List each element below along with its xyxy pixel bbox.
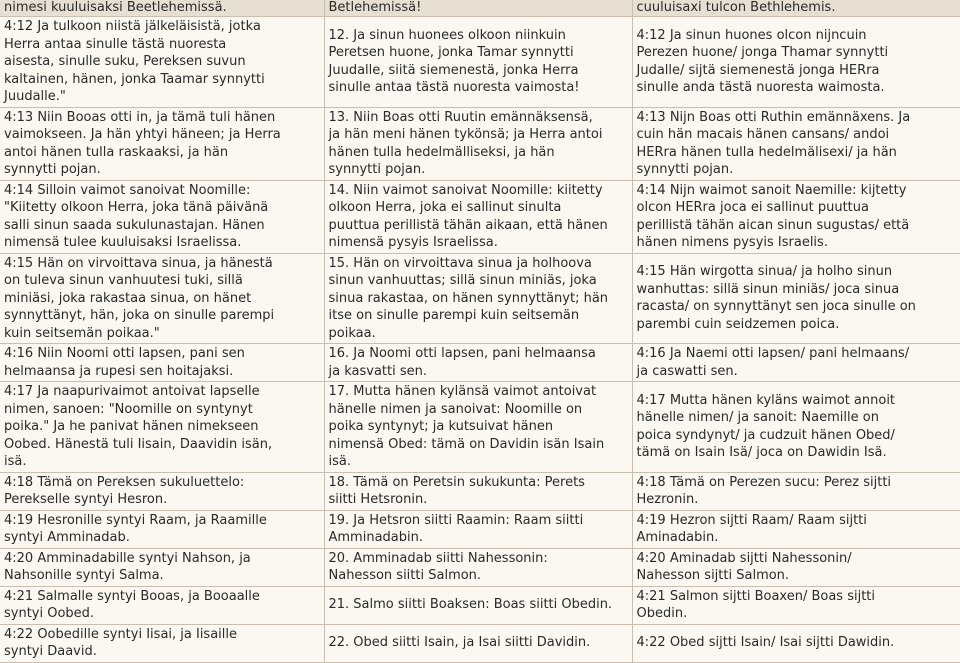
table-row-continuation xyxy=(0,0,960,17)
cell-1642: 4:16 Ja Naemi otti lapsen/ pani helmaans/ ja caswatti sen. xyxy=(632,344,960,382)
cell-1776: Betlehemissä! xyxy=(324,0,632,17)
cell-1933: 4:19 Hesronille syntyi Raam, ja Raamille syntyi Amminadab. xyxy=(0,510,324,548)
verse-row-13 xyxy=(0,107,960,180)
cell-1933: 4:17 Ja naapurivaimot antoivat lapselle nimen, sanoen: "Noomille on syntynyt poika." Ja he panivat hänen nimekseen Oobed. Hänestä tuli Iisain, Daavidin isän, isä. xyxy=(0,382,324,473)
verse-row-12 xyxy=(0,17,960,108)
verse-row-20 xyxy=(0,548,960,586)
verse-row-18 xyxy=(0,472,960,510)
cell-1776: 13. Niin Boas otti Ruutin emännäksensä, ja hän meni hänen tykönsä; ja Herra antoi hänen tulla hedelmälliseksi, ja hän synnytti pojan. xyxy=(324,107,632,180)
verse-row-15 xyxy=(0,253,960,344)
cell-1776: 21. Salmo siitti Boaksen: Boas siitti Obedin. xyxy=(324,586,632,624)
verse-row-14 xyxy=(0,180,960,253)
cell-1933: 4:22 Oobedille syntyi Iisai, ja Iisaille syntyi Daavid. xyxy=(0,624,324,662)
verse-row-16 xyxy=(0,344,960,382)
verse-row-19 xyxy=(0,510,960,548)
cell-1776: 22. Obed siitti Isain, ja Isai siitti Davidin. xyxy=(324,624,632,662)
cell-1642: 4:19 Hezron sijtti Raam/ Raam sijtti Aminadabin. xyxy=(632,510,960,548)
cell-1933: 4:13 Niin Booas otti in, ja tämä tuli hänen vaimokseen. Ja hän yhtyi häneen; ja Herra antoi hänen tulla raskaaksi, ja hän synnytti pojan. xyxy=(0,107,324,180)
cell-1933: 4:14 Silloin vaimot sanoivat Noomille: "Kiitetty olkoon Herra, joka tänä päivänä salli sinun saada sukulunastajan. Hänen nimensä tulee kuuluisaksi Israelissa. xyxy=(0,180,324,253)
cell-1776: 18. Tämä on Peretsin sukukunta: Perets siitti Hetsronin. xyxy=(324,472,632,510)
cell-1933: 4:16 Niin Noomi otti lapsen, pani sen helmaansa ja rupesi sen hoitajaksi. xyxy=(0,344,324,382)
cell-1642: 4:15 Hän wirgotta sinua/ ja holho sinun wanhuttas: sillä sinun miniäs/ joca sinua racasta/ on synnyttänyt sen joca sinulle on parembi cuin seidzemen poica. xyxy=(632,253,960,344)
cell-1642: 4:13 Nijn Boas otti Ruthin emännäxens. Ja cuin hän macais hänen cansans/ andoi HERra hänen tulla hedelmälisexi/ ja hän synnytti pojan. xyxy=(632,107,960,180)
cell-1642: 4:18 Tämä on Perezen sucu: Perez sijtti Hezronin. xyxy=(632,472,960,510)
cell-1642: 4:21 Salmon sijtti Boaxen/ Boas sijtti Obedin. xyxy=(632,586,960,624)
cell-1933: nimesi kuuluisaksi Beetlehemissä. xyxy=(0,0,324,17)
cell-1776: 16. Ja Noomi otti lapsen, pani helmaansa ja kasvatti sen. xyxy=(324,344,632,382)
cell-1642: 4:22 Obed sijtti Isain/ Isai sijtti Dawidin. xyxy=(632,624,960,662)
cell-1642: 4:14 Nijn waimot sanoit Naemille: kijtetty olcon HERra joca ei sallinut puuttua perillistä tähän aican sinun sugustas/ että hänen nimens pysyis Israelis. xyxy=(632,180,960,253)
cell-1776: 12. Ja sinun huonees olkoon niinkuin Peretsen huone, jonka Tamar synnytti Juudalle, siitä siemenestä, jonka Herra sinulle antaa tästä nuoresta vaimosta! xyxy=(324,17,632,108)
cell-1642: 4:17 Mutta hänen kyläns waimot annoit hänelle nimen/ ja sanoit: Naemille on poica syndynyt/ ja cudzuit hänen Obed/ tämä on Isain Isä/ joca on Dawidin Isä. xyxy=(632,382,960,473)
verse-row-17 xyxy=(0,382,960,473)
cell-1933: 4:20 Amminadabille syntyi Nahson, ja Nahsonille syntyi Salma. xyxy=(0,548,324,586)
cell-1642: 4:12 Ja sinun huones olcon nijncuin Perezen huone/ jonga Thamar synnytti Judalle/ sijtä siemenestä jonga HERra sinulle anda tästä nuoresta waimosta. xyxy=(632,17,960,108)
cell-1776: 19. Ja Hetsron siitti Raamin: Raam siitti Amminadabin. xyxy=(324,510,632,548)
cell-1933: 4:12 Ja tulkoon niistä jälkeläisistä, jotka Herra antaa sinulle tästä nuoresta aisesta, sinulle suku, Pereksen suvun kaltainen, hänen, jonka Taamar synnytti Juudalle." xyxy=(0,17,324,108)
cell-1776: 15. Hän on virvoittava sinua ja holhoova sinun vanhuuttas; sillä sinun miniäs, joka sinua rakastaa, on hänen synnyttänyt; hän itse on sinulle parempi kuin seitsemän poikaa. xyxy=(324,253,632,344)
cell-1933: 4:21 Salmalle syntyi Booas, ja Booaalle syntyi Oobed. xyxy=(0,586,324,624)
verse-row-22 xyxy=(0,624,960,662)
cell-1776: 17. Mutta hänen kylänsä vaimot antoivat hänelle nimen ja sanoivat: Noomille on poika syntynyt; ja kutsuivat hänen nimensä Obed: tämä on Davidin isän Isain isä. xyxy=(324,382,632,473)
cell-1642: cuuluisaxi tulcon Bethlehemis. xyxy=(632,0,960,17)
cell-1933: 4:15 Hän on virvoittava sinua, ja hänestä on tuleva sinun vanhuutesi tuki, sillä miniäsi, joka rakastaa sinua, on hänet synnyttänyt, hän, joka on sinulle parempi kuin seitsemän poikaa." xyxy=(0,253,324,344)
cell-1933: 4:18 Tämä on Pereksen sukuluettelo: Perekselle syntyi Hesron. xyxy=(0,472,324,510)
verse-row-21 xyxy=(0,586,960,624)
cell-1642: 4:20 Aminadab sijtti Nahessonin/ Nahesson sijtti Salmon. xyxy=(632,548,960,586)
cell-1776: 20. Amminadab siitti Nahessonin: Nahesson siitti Salmon. xyxy=(324,548,632,586)
cell-1776: 14. Niin vaimot sanoivat Noomille: kiitetty olkoon Herra, joka ei sallinut sinulta puuttua perillistä tähän aikaan, että hänen nimensä pysyis Israelissa. xyxy=(324,180,632,253)
